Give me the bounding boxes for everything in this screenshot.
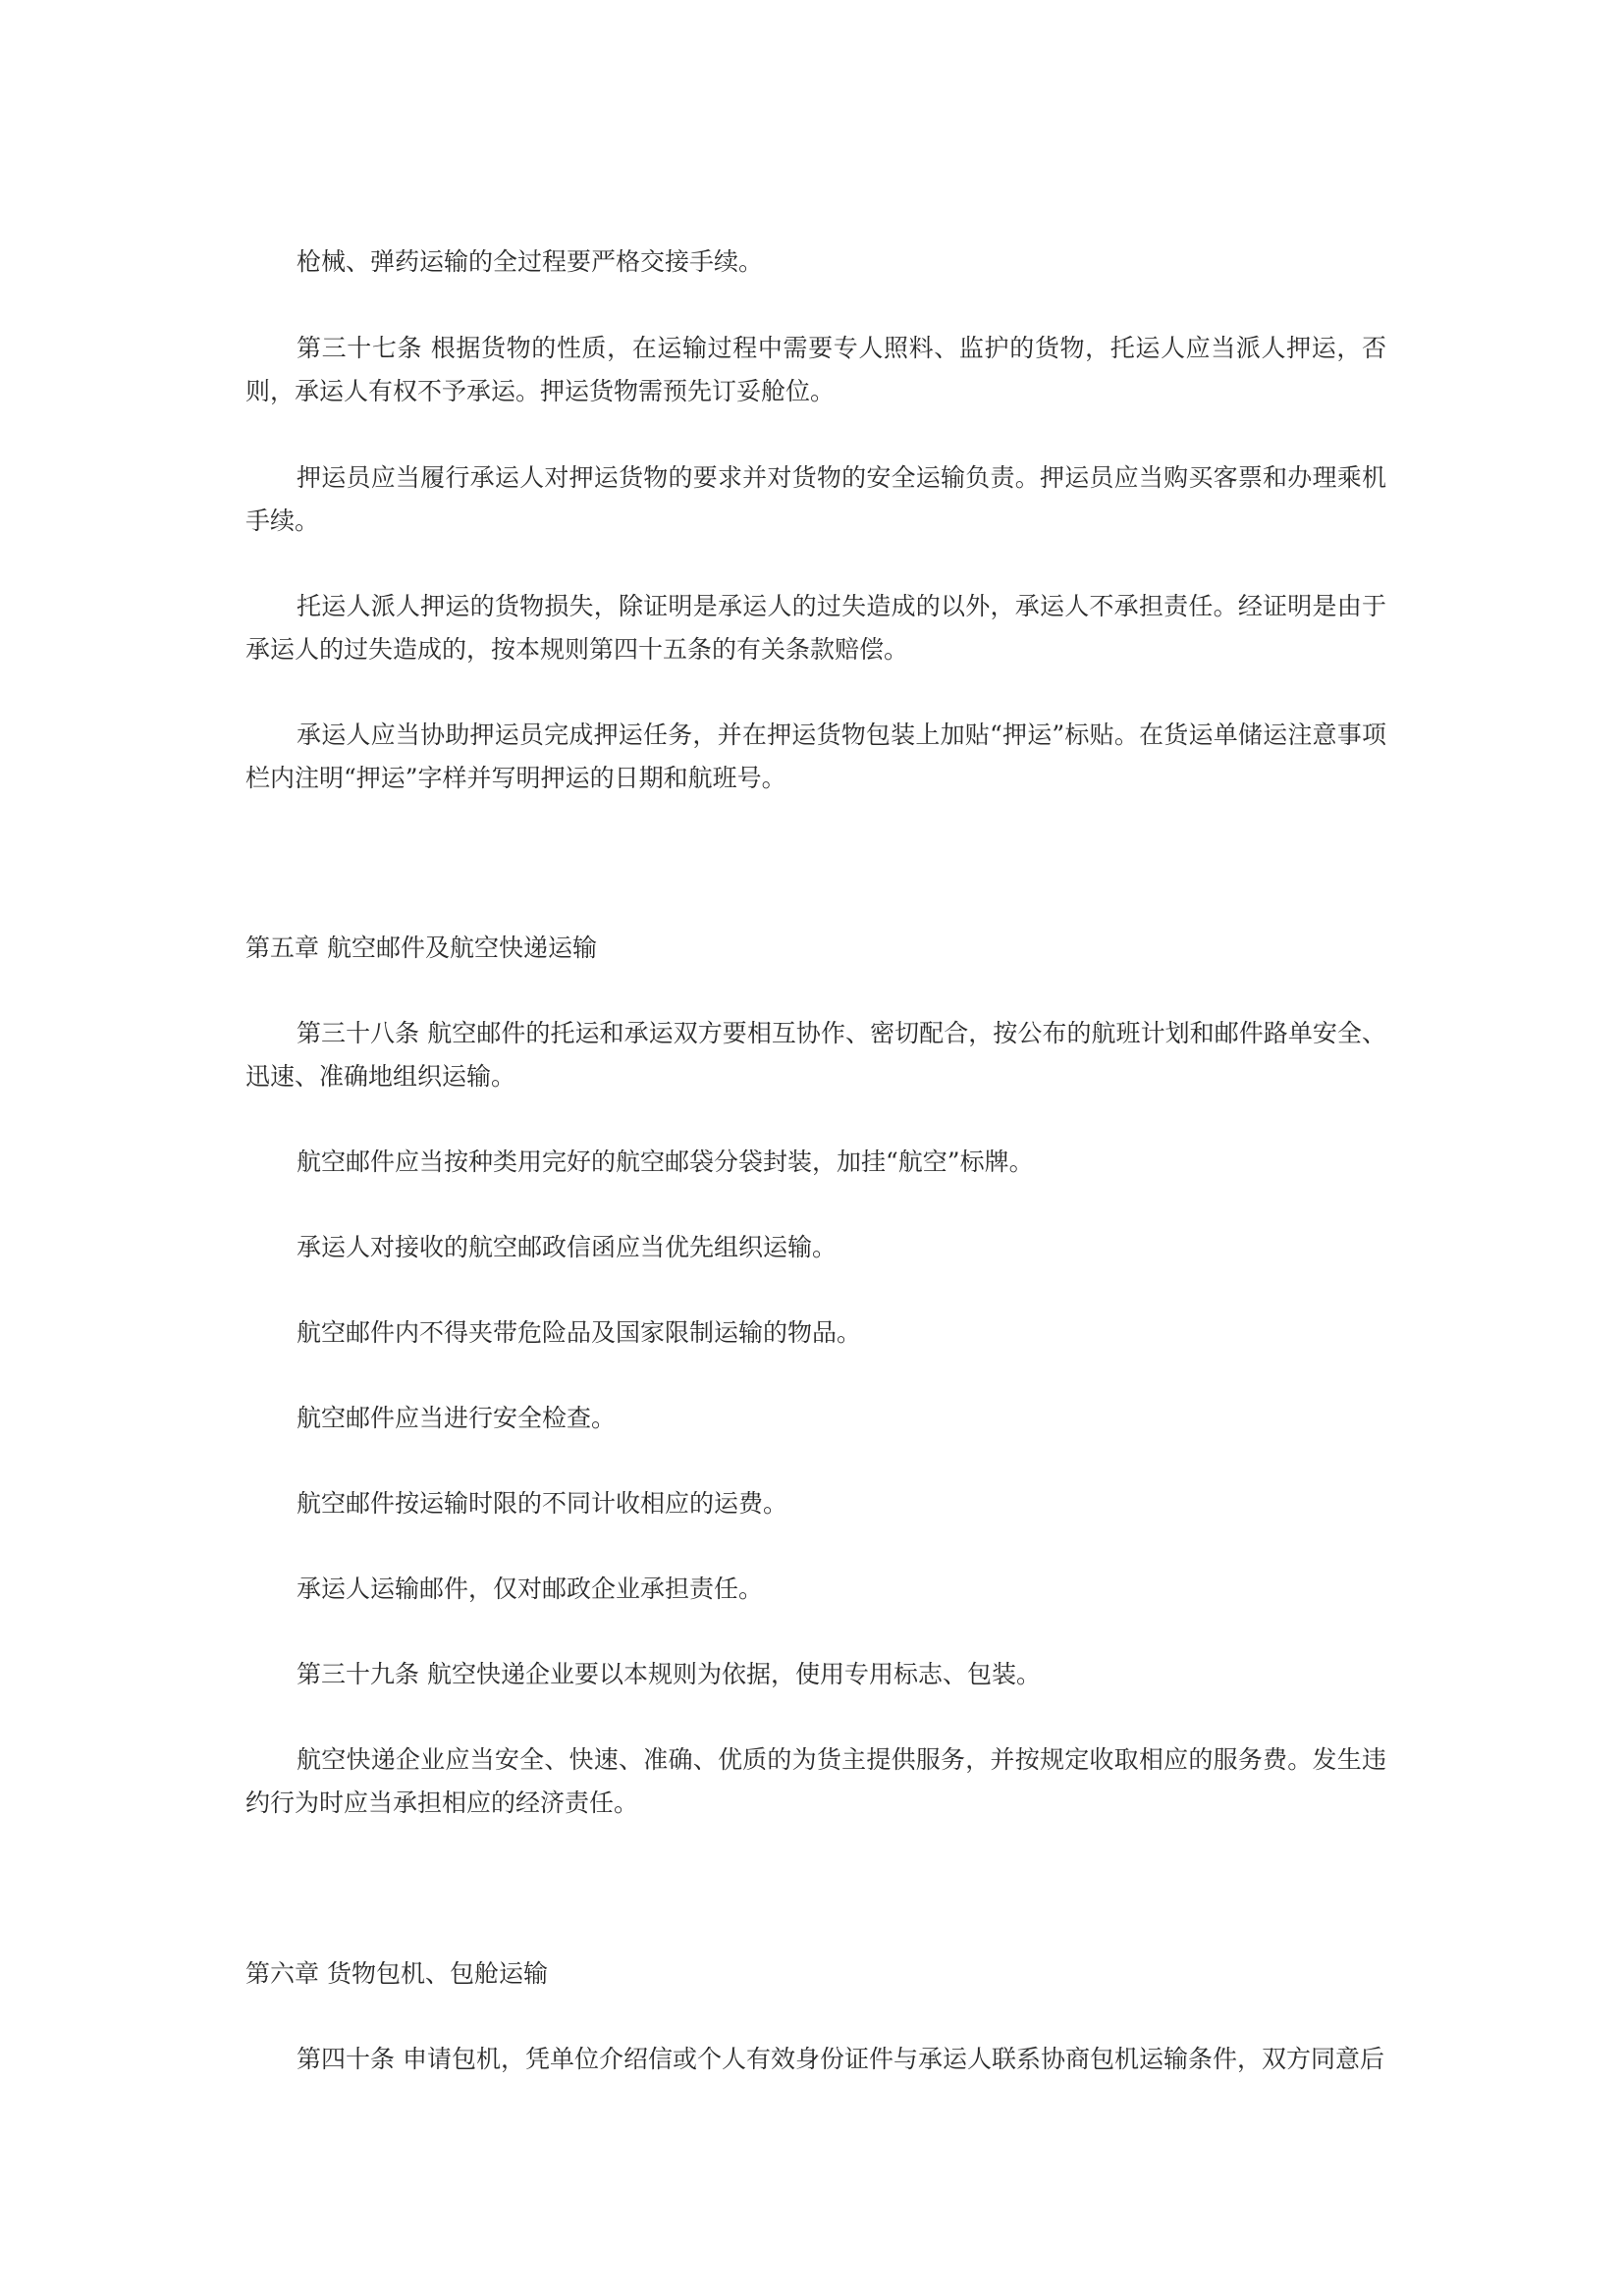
paragraph-escort-duties: 押运员应当履行承运人对押运货物的要求并对货物的安全运输负责。押运员应当购买客票和办理乘机手续。 [245,463,1386,535]
paragraph-article-40: 第四十条 申请包机，凭单位介绍信或个人有效身份证件与承运人联系协商包机运输条件，双方同意后 [297,2045,1384,2073]
paragraph-mail-prohibited: 航空邮件内不得夹带危险品及国家限制运输的物品。 [297,1318,862,1347]
paragraph-mail-bags: 航空邮件应当按种类用完好的航空邮袋分袋封装，加挂“航空”标牌。 [297,1148,1034,1176]
chapter-5-heading: 第五章 航空邮件及航空快递运输 [245,934,597,962]
paragraph-article-37: 第三十七条 根据货物的性质，在运输过程中需要专人照料、监护的货物，托运人应当派人押运，否则，承运人有权不予承运。押运货物需预先订妥舱位。 [245,334,1386,405]
paragraph-mail-priority: 承运人对接收的航空邮政信函应当优先组织运输。 [297,1233,838,1261]
paragraph-express-service: 航空快递企业应当安全、快速、准确、优质的为货主提供服务，并按规定收取相应的服务费。发生违约行为时应当承担相应的经济责任。 [245,1745,1386,1817]
paragraph-article-38: 第三十八条 航空邮件的托运和承运双方要相互协作、密切配合，按公布的航班计划和邮件路单安全、迅速、准确地组织运输。 [245,1019,1386,1091]
paragraph-mail-security: 航空邮件应当进行安全检查。 [297,1404,617,1432]
paragraph-mail-freight: 航空邮件按运输时限的不同计收相应的运费。 [297,1489,788,1518]
paragraph-article-39: 第三十九条 航空快递企业要以本规则为依据，使用专用标志、包装。 [297,1660,1041,1688]
paragraph-escort-loss-liability: 托运人派人押运的货物损失，除证明是承运人的过失造成的以外，承运人不承担责任。经证明是由于承运人的过失造成的，按本规则第四十五条的有关条款赔偿。 [245,592,1386,664]
paragraph-escort-label: 承运人应当协助押运员完成押运任务，并在押运货物包装上加贴“押运”标贴。在货运单储运注意事项栏内注明“押运”字样并写明押运的日期和航班号。 [245,721,1386,792]
paragraph-mail-liability: 承运人运输邮件，仅对邮政企业承担责任。 [297,1575,764,1603]
paragraph-ammunition-handover: 枪械、弹药运输的全过程要严格交接手续。 [297,247,764,276]
chapter-6-heading: 第六章 货物包机、包舱运输 [245,1959,548,1988]
